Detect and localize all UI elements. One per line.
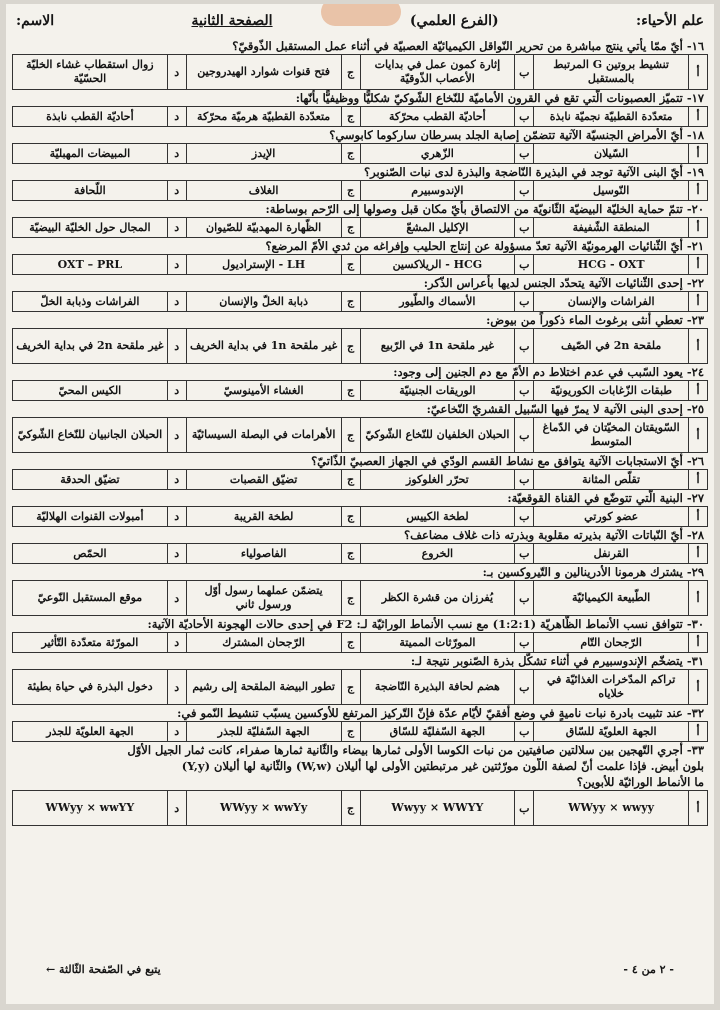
option-a[interactable]: السّويقتان المخيّتان في الدّماغ المتوسط	[533, 418, 688, 452]
option-a[interactable]: تراكم المدّخرات الغذائيّة في خلاياه	[533, 670, 688, 704]
options-row	[12, 506, 708, 527]
options-row	[12, 54, 708, 90]
option-letter: ج	[341, 181, 360, 200]
question-number: ١٨-	[686, 128, 704, 142]
question-stem: تتوافق نسب الأنماط الظّاهريّة (1:2:1) مع نسب الأنماط الوراثيّة لـ: F2 في إحدى حالات الهجونة الأحاديّة الآتية:	[147, 617, 683, 631]
question-33	[12, 742, 708, 826]
question-stem: أيّ ممّا يأتي ينتج مباشرة من تحرير النّواقل الكيميائيّة العصبيّة في أثناء عمل المستقبل الذّوقيّ؟	[232, 39, 683, 53]
option-letter: أ	[688, 55, 707, 89]
question-number: ٢٥-	[686, 402, 704, 416]
exam-page	[6, 4, 714, 1004]
option-letter: ج	[341, 470, 360, 489]
question-text	[12, 312, 708, 328]
question-text	[12, 90, 708, 106]
question-number: ٢٢-	[686, 276, 704, 290]
question-stem: أيّ النّباتات الآتية بذيرته مقلوبة وبذرته ذات غلاف مضاعف؟	[403, 528, 683, 542]
option-d[interactable]: المجال حول الخليّة البيضيّة	[29, 220, 151, 234]
option-letter: أ	[688, 381, 707, 400]
question-text-line	[12, 742, 708, 758]
option-letter: ب	[514, 255, 533, 274]
question-text	[12, 127, 708, 143]
question-25	[12, 401, 708, 453]
question-stem: أيّ الثّنائيات الهرمونيّة الآتية تعدّ مسؤولة عن إنتاج الحليب وإفراغه من ثدي الأمّ المرضع؟	[265, 239, 683, 253]
option-d[interactable]: أحاديّة القطب نابذة	[46, 109, 134, 123]
option-letter: ب	[514, 791, 533, 825]
option-letter: د	[167, 470, 186, 489]
option-letter: أ	[688, 670, 707, 704]
option-a[interactable]: الجهة العلويّة للسّاق	[533, 722, 688, 741]
options-row	[12, 254, 708, 275]
option-b[interactable]: يُفرزان من قشرة الكظر	[360, 581, 515, 615]
option-letter: د	[167, 507, 186, 526]
option-letter: د	[167, 418, 186, 452]
question-number: ١٦-	[686, 39, 704, 53]
option-d[interactable]: زوال استقطاب غشاء الخليّة الحسّيّة	[26, 58, 154, 85]
question-stem: إحدى البنى الآتية لا يمرّ فيها السّبيل القشريّ النّخاعيّ:	[426, 402, 683, 416]
options-row	[12, 632, 708, 653]
option-letter: ب	[514, 55, 533, 89]
question-number: ٢٦-	[686, 454, 704, 468]
option-letter: ج	[341, 55, 360, 89]
question-stem: أيّ البنى الآتية توجد في البذيرة النّاضجة والبذرة لدى نبات الصّنوبر؟	[364, 165, 683, 179]
option-d[interactable]: موقع المستقبل النّوعيّ	[37, 591, 143, 604]
question-number: ٢٤-	[686, 365, 704, 379]
question-text	[12, 201, 708, 217]
option-d[interactable]: اللّحافة	[74, 183, 106, 197]
option-letter: أ	[688, 218, 707, 237]
question-number: ٢٧-	[686, 491, 704, 505]
option-c[interactable]: يتضمّن عملهما رسول أوّل ورسول ثاني	[186, 581, 341, 615]
option-d[interactable]: الحمّص	[73, 546, 107, 560]
question-number: ٢٣-	[686, 313, 704, 327]
question-number: ٣٢-	[686, 706, 704, 720]
option-letter: ج	[341, 418, 360, 452]
question-18	[12, 127, 708, 164]
option-b[interactable]: الحبلان الخلفيان للنّخاع الشّوكيّ	[360, 418, 515, 452]
student-name-label: الاسم:	[16, 13, 55, 29]
option-letter: ب	[514, 329, 533, 363]
options-row	[12, 143, 708, 164]
question-17	[12, 90, 708, 127]
option-letter: ج	[341, 218, 360, 237]
question-text	[12, 616, 708, 632]
question-text	[12, 364, 708, 380]
option-letter: أ	[688, 544, 707, 563]
options-row	[12, 580, 708, 616]
option-letter: أ	[688, 581, 707, 615]
option-d[interactable]: المبيضات المهبليّة	[49, 146, 131, 160]
option-letter: ج	[341, 255, 360, 274]
option-a[interactable]: النّوسيل	[533, 181, 688, 200]
options-row	[12, 469, 708, 490]
option-letter: أ	[688, 107, 707, 126]
option-letter: أ	[688, 418, 707, 452]
option-a[interactable]: تقلّص المثانة	[533, 470, 688, 489]
question-number: ٣٣-	[686, 743, 704, 757]
page-title: الصفحة الثانية	[191, 13, 273, 29]
question-text-line	[12, 774, 708, 790]
option-c[interactable]: الغشاء الأمينوسيّ	[186, 381, 341, 400]
option-letter: د	[167, 581, 186, 615]
option-letter: أ	[688, 144, 707, 163]
option-letter: أ	[688, 791, 707, 825]
option-b[interactable]: الوريقات الجنينيّة	[360, 381, 515, 400]
option-a[interactable]: الطّبيعة الكيميائيّة	[533, 581, 688, 615]
option-b[interactable]: تحرّر الغلوكوز	[360, 470, 515, 489]
option-d[interactable]: المورّثة متعدّدة التّأثير	[41, 635, 139, 649]
question-24	[12, 364, 708, 401]
option-letter: أ	[688, 329, 707, 363]
option-letter: ج	[341, 381, 360, 400]
options-row	[12, 721, 708, 742]
option-d[interactable]: دخول البذرة في حياة بطيئة	[27, 680, 153, 693]
option-letter: د	[167, 292, 186, 311]
option-c[interactable]: الفاصولياء	[186, 544, 341, 563]
option-c[interactable]: الأهرامات في البصلة السيسائيّة	[186, 418, 341, 452]
option-letter: ج	[341, 329, 360, 363]
subject-title: علم الأحياء:	[636, 13, 704, 29]
option-c[interactable]: WWyy × wwYy	[186, 791, 341, 825]
option-letter: د	[167, 381, 186, 400]
option-letter: ج	[341, 292, 360, 311]
option-c[interactable]: ذبابة الخلّ والإنسان	[186, 292, 341, 311]
question-text	[12, 490, 708, 506]
question-number: ٣١-	[686, 654, 704, 668]
option-c[interactable]: غير ملقحة 1n في بداية الخريف	[186, 329, 341, 363]
option-a[interactable]: الرّجحان التّام	[533, 633, 688, 652]
option-letter: ج	[341, 144, 360, 163]
option-letter: د	[167, 255, 186, 274]
question-text	[12, 453, 708, 469]
option-letter: ج	[341, 544, 360, 563]
question-number: ١٩-	[686, 165, 704, 179]
question-stem: ما الأنماط الوراثيّة للأبوين؟	[576, 775, 704, 789]
question-text	[12, 527, 708, 543]
option-c[interactable]: الظّهارة المهدبيّة للصّيوان	[186, 218, 341, 237]
option-d[interactable]: غير ملقحة 2n في بداية الخريف	[16, 339, 164, 352]
option-letter: د	[167, 544, 186, 563]
option-letter: د	[167, 722, 186, 741]
branch-title: (الفرع العلمي)	[409, 13, 499, 29]
option-b[interactable]: الإكليل المشعّ	[360, 218, 515, 237]
question-text	[12, 238, 708, 254]
option-letter: د	[167, 107, 186, 126]
question-stem: أيّ الأمراض الجنسيّة الآتية تتضمّن إصابة الجلد بسرطان ساركوما كابوسي؟	[329, 128, 683, 142]
option-letter: ج	[341, 507, 360, 526]
option-letter: أ	[688, 292, 707, 311]
option-d[interactable]: الكيس المحيّ	[58, 383, 122, 397]
question-stem: إحدى الثّنائيات الآتية يتحدّد الجنس لديها بأعراس الذّكر:	[423, 276, 683, 290]
option-letter: د	[167, 218, 186, 237]
option-d[interactable]: WWyy × wwYY	[45, 801, 135, 814]
option-a[interactable]: الفراشات والإنسان	[533, 292, 688, 311]
question-stem: أيّ الاستجابات الآتية يتوافق مع نشاط القسم الودّي في الجهاز العصبيّ الذّاتيّ؟	[311, 454, 683, 468]
option-c[interactable]: الجهة السّفليّة للجذر	[186, 722, 341, 741]
options-row	[12, 380, 708, 401]
options-row	[12, 790, 708, 826]
option-a[interactable]: متعدّدة القطبيّة نجميّة نابذة	[533, 107, 688, 126]
question-text	[12, 164, 708, 180]
option-c[interactable]: الغلاف	[186, 181, 341, 200]
option-b[interactable]: الجهة السّفليّة للسّاق	[360, 722, 515, 741]
option-letter: ب	[514, 633, 533, 652]
question-26	[12, 453, 708, 490]
option-a[interactable]: المنطقة الشّفيفة	[533, 218, 688, 237]
option-letter: ب	[514, 292, 533, 311]
questions-list	[6, 38, 714, 826]
option-letter: ج	[341, 581, 360, 615]
question-stem: يعود السّبب في عدم اختلاط دم الأمّ مع دم الجنين إلى وجود:	[393, 365, 683, 379]
option-letter: ب	[514, 218, 533, 237]
option-letter: ج	[341, 722, 360, 741]
option-a[interactable]: طبقات الزّغابات الكوريونيّة	[533, 381, 688, 400]
question-stem: تتمّ حماية الخليّة البيضيّة الثّانويّة من الالتصاق بأيّ مكان قبل وصولها إلى الرّحم بوساطة:	[265, 202, 683, 216]
option-letter: د	[167, 181, 186, 200]
options-row	[12, 106, 708, 127]
option-a[interactable]: HCG - OXT	[533, 255, 688, 274]
option-d[interactable]: الحبلان الجانبيان للنّخاع الشّوكيّ	[17, 428, 163, 441]
question-32	[12, 705, 708, 742]
options-row	[12, 217, 708, 238]
option-d[interactable]: الجهة العلويّة للجذر	[46, 724, 134, 738]
option-letter: أ	[688, 470, 707, 489]
option-letter: ب	[514, 381, 533, 400]
option-letter: ج	[341, 107, 360, 126]
question-23	[12, 312, 708, 364]
option-d[interactable]: الفراشات وذبابة الخلّ	[40, 294, 140, 308]
option-letter: د	[167, 144, 186, 163]
option-b[interactable]: الخروع	[360, 544, 515, 563]
option-letter: ب	[514, 470, 533, 489]
question-text	[12, 38, 708, 54]
options-row	[12, 328, 708, 364]
question-number: ١٧-	[686, 91, 704, 105]
finger-shadow	[321, 4, 401, 26]
option-b[interactable]: الزّهري	[360, 144, 515, 163]
option-letter: ب	[514, 544, 533, 563]
option-a[interactable]: تنشيط بروتين G المرتبط بالمستقبل	[533, 55, 688, 89]
option-c[interactable]: لطخة القريبة	[186, 507, 341, 526]
options-row	[12, 417, 708, 453]
option-letter: ب	[514, 507, 533, 526]
option-d[interactable]: تضيّق الحدقة	[60, 472, 120, 486]
option-a[interactable]: ملقحة 2n في الصّيف	[533, 329, 688, 363]
question-number: ٢٩-	[686, 565, 704, 579]
option-letter: د	[167, 670, 186, 704]
option-c[interactable]: الإيدز	[186, 144, 341, 163]
question-number: ٣٠-	[686, 617, 704, 631]
option-letter: ب	[514, 581, 533, 615]
option-letter: د	[167, 633, 186, 652]
option-b[interactable]: الأسماك والطّيور	[360, 292, 515, 311]
option-letter: ج	[341, 670, 360, 704]
question-stem: تعطي أنثى برغوث الماء ذكوراً من بيوض:	[486, 313, 683, 327]
option-letter: د	[167, 329, 186, 363]
question-stem: يتضخّم الإندوسبيرم في أثناء تشكّل بذرة الصّنوبر نتيجة لـ:	[410, 654, 683, 668]
options-row	[12, 543, 708, 564]
option-d[interactable]: أمبولات القنوات الهلاليّة	[36, 509, 144, 523]
option-letter: أ	[688, 507, 707, 526]
option-a[interactable]: السّيلان	[533, 144, 688, 163]
option-letter: د	[167, 791, 186, 825]
continue-note: يتبع في الصّفحة الثّالثة ←	[46, 963, 161, 976]
option-c[interactable]: تضيّق القصبات	[186, 470, 341, 489]
option-letter: ج	[341, 791, 360, 825]
option-letter: أ	[688, 722, 707, 741]
option-letter: ب	[514, 107, 533, 126]
options-row	[12, 291, 708, 312]
option-letter: ب	[514, 181, 533, 200]
option-letter: ج	[341, 633, 360, 652]
question-20	[12, 201, 708, 238]
option-b[interactable]: لطخة الكييس	[360, 507, 515, 526]
page-number: - ٢ من ٤ -	[623, 963, 674, 976]
option-c[interactable]: متعدّدة القطبيّة هرميّة محرّكة	[186, 107, 341, 126]
option-d[interactable]: OXT – PRL	[57, 257, 123, 271]
question-stem: يشترك هرمونا الأدرينالين و التّيروكسين بـ:	[482, 565, 683, 579]
option-letter: ب	[514, 722, 533, 741]
question-19	[12, 164, 708, 201]
option-letter: د	[167, 55, 186, 89]
question-stem: تتميّز العصبونات الّتي تقع في القرون الأماميّة للنّخاع الشّوكيّ شكليًّا ووظيفيًّا بأنّها:	[295, 91, 683, 105]
option-letter: ب	[514, 670, 533, 704]
option-letter: ب	[514, 418, 533, 452]
option-letter: أ	[688, 255, 707, 274]
option-letter: أ	[688, 181, 707, 200]
option-c[interactable]: تطور البيضة الملقحة إلى رشيم	[186, 670, 341, 704]
question-29	[12, 564, 708, 616]
question-28	[12, 527, 708, 564]
option-b[interactable]: أحاديّة القطب محرّكة	[360, 107, 515, 126]
question-number: ٢١-	[686, 239, 704, 253]
question-text	[12, 564, 708, 580]
option-b[interactable]: هضم لحافة البذيرة النّاضجة	[360, 670, 515, 704]
question-text	[12, 653, 708, 669]
option-a[interactable]: القرنفل	[533, 544, 688, 563]
options-row	[12, 180, 708, 201]
option-a[interactable]: عضو كورتي	[533, 507, 688, 526]
question-22	[12, 275, 708, 312]
question-stem: عند تثبيت بادرة نبات ناميةٍ في وضع أفقيّ لأيّام عدّة فإنّ التّركيز المرتفع للأوكسين يسبّب تنشيط النّمو في:	[177, 706, 683, 720]
option-b[interactable]: المورّثات المميتة	[360, 633, 515, 652]
question-number: ٢٠-	[686, 202, 704, 216]
option-letter: أ	[688, 633, 707, 652]
question-16	[12, 38, 708, 90]
option-c[interactable]: الرّجحان المشترك	[186, 633, 341, 652]
page-footer	[6, 963, 714, 976]
option-c[interactable]: LH - الإستراديول	[186, 255, 341, 274]
option-b[interactable]: غير ملقحة 1n في الرّبيع	[360, 329, 515, 363]
question-number: ٢٨-	[686, 528, 704, 542]
question-27	[12, 490, 708, 527]
option-b[interactable]: Wwyy × WWYY	[360, 791, 515, 825]
question-stem: البنية الّتي تتوضّع في القناة القوقعيّة:	[507, 491, 683, 505]
option-c[interactable]: فتح قنوات شوارد الهيدروجين	[186, 55, 341, 89]
question-text	[12, 275, 708, 291]
option-a[interactable]: WWyy × wwyy	[533, 791, 688, 825]
options-row	[12, 669, 708, 705]
question-text	[12, 401, 708, 417]
question-21	[12, 238, 708, 275]
question-text	[12, 705, 708, 721]
question-30	[12, 616, 708, 653]
option-letter: ب	[514, 144, 533, 163]
question-stem: بلون أبيض. فإذا علمت أنّ لصفة اللّون مورّثتين غير مرتبطتين الأولى لها أليلان (W,w) والثّانية لها أليلان (Y,y)	[181, 759, 704, 773]
question-text-line	[12, 758, 708, 774]
question-31	[12, 653, 708, 705]
question-stem: أجري التّهجين بين سلالتين صافيتين من نبات الكوسا الأولى ثمارها بيضاء والثّانية ثمارها صفراء، كانت ثمار الجيل الأوّل	[127, 743, 683, 757]
option-b[interactable]: الإندوسبيرم	[360, 181, 515, 200]
option-b[interactable]: HCG - الريلاكسين	[360, 255, 515, 274]
option-b[interactable]: إثارة كمون عمل في بدايات الأعصاب الذّوقيّة	[360, 55, 515, 89]
